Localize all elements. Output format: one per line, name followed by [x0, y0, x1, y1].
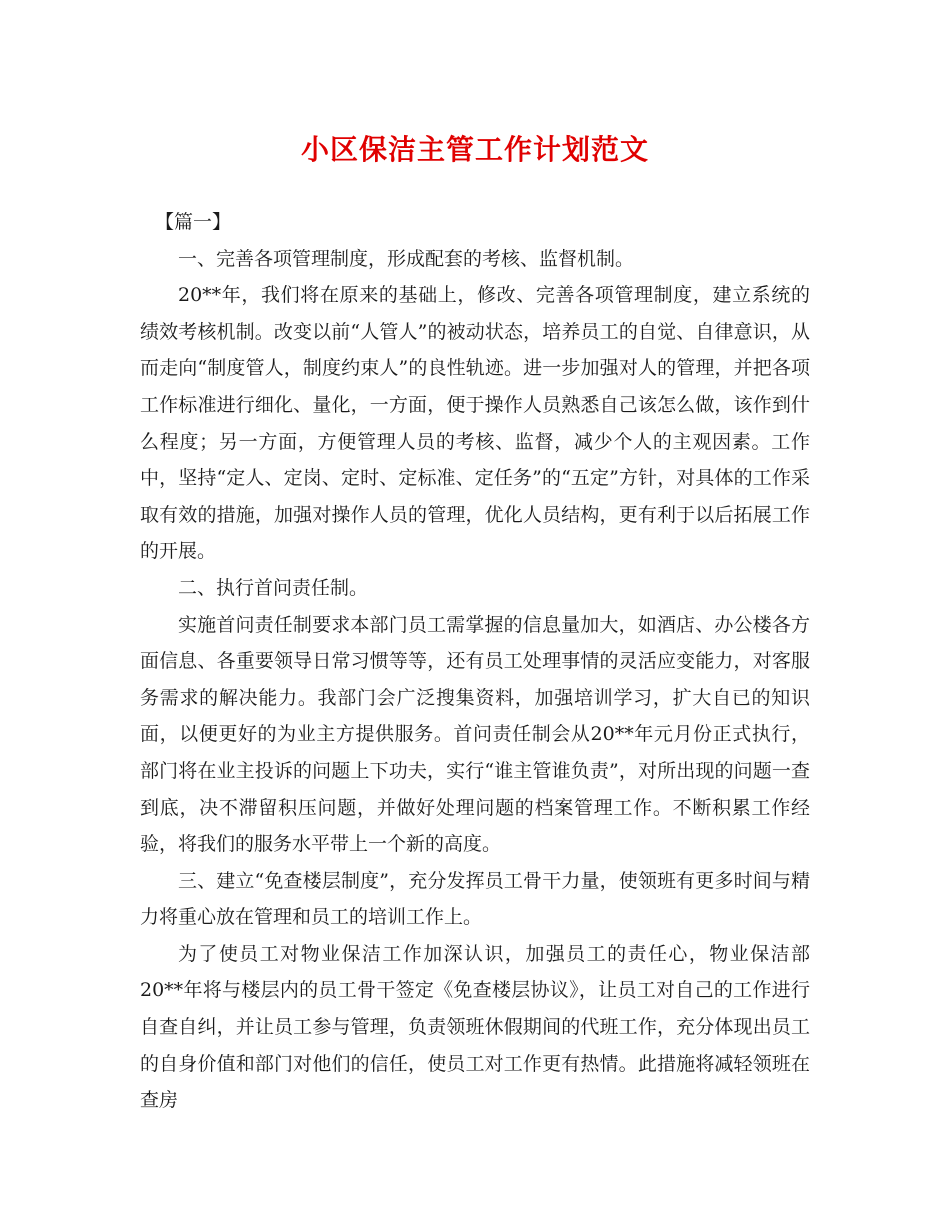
- document-title: 小区保洁主管工作计划范文: [300, 133, 649, 166]
- heading-item-1: 一、完善各项管理制度，形成配套的考核、监督机制。: [178, 247, 635, 270]
- body-paragraph-2: 实施首问责任制要求本部门员工需掌握的信息量加大，如酒店、办公楼各方面信息、各重要领导日常习惯等等，还有员工处理事情的灵活应变能力，对客服务需求的解决能力。我部门会广泛搜集资料，加强培训学习，扩大自已的知识面，以便更好的为业主方提供服务。首问责任制会从20**年元月份正式执行，部门将在业主投诉的问题上下功夫，实行“谁主管谁负责”，对所出现的问题一查到底，决不滞留积压问题，并做好处理问题的档案管理工作。不断积累工作经验，将我们的服务水平带上一个新的高度。: [140, 613, 810, 856]
- heading-item-3: 三、建立“免查楼层制度”，充分发挥员工骨干力量，使领班有更多时间与精力将重心放在管理和员工的培训工作上。: [140, 869, 810, 929]
- document-body: [140, 204, 810, 1119]
- heading-item-2: 二、执行首问责任制。: [178, 576, 369, 599]
- body-paragraph-1: 20**年，我们将在原来的基础上，修改、完善各项管理制度，建立系统的绩效考核机制。改变以前“人管人”的被动状态，培养员工的自觉、自律意识，从而走向“制度管人，制度约束人”的良性轨迹。进一步加强对人的管理，并把各项工作标准进行细化、量化，一方面，便于操作人员熟悉自己该怎么做，该作到什么程度；另一方面，方便管理人员的考核、监督，减少个人的主观因素。工作中，坚持“定人、定岗、定时、定标准、定任务”的“五定”方针，对具体的工作采取有效的措施，加强对操作人员的管理，优化人员结构，更有利于以后拓展工作的开展。: [140, 284, 810, 563]
- body-paragraph-3: 为了使员工对物业保洁工作加深认识，加强员工的责任心，物业保洁部20**年将与楼层内的员工骨干签定《免查楼层协议》，让员工对自己的工作进行自查自纠，并让员工参与管理，负责领班休假期间的代班工作，充分体现出员工的自身价值和部门对他们的信任，使员工对工作更有热情。此措施将减轻领班在查房: [140, 942, 810, 1112]
- section-marker: 【篇一】: [155, 211, 232, 233]
